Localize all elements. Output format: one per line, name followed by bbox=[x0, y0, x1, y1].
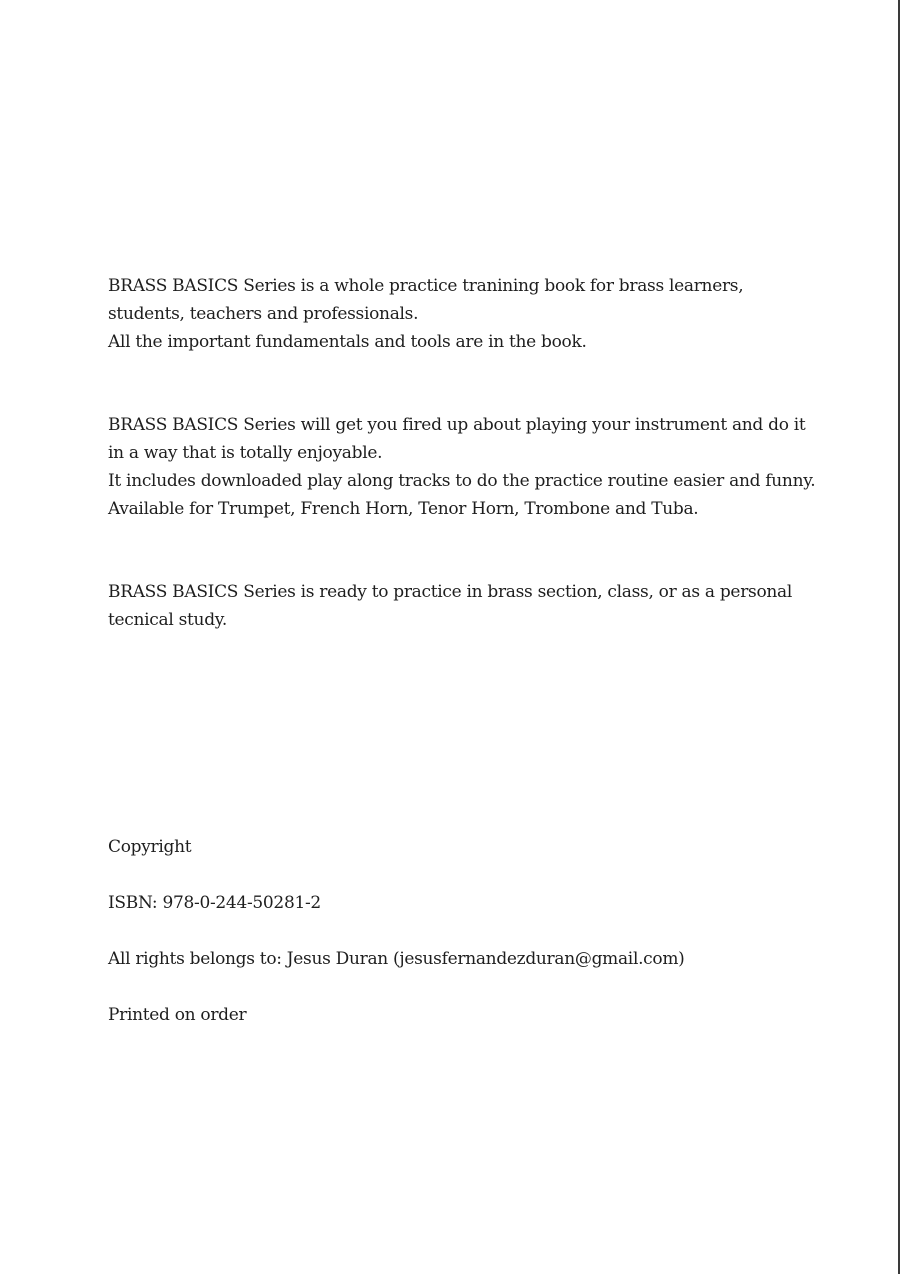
copyright-heading: Copyright bbox=[108, 837, 192, 857]
intro-paragraph-1-line-3: All the important fundamentals and tools are in the book. bbox=[108, 332, 587, 352]
intro-paragraph-1-line-1: BRASS BASICS Series is a whole practice tranining book for brass learners, bbox=[108, 276, 744, 296]
copyright-section bbox=[108, 833, 808, 1057]
intro-paragraph-3-line-1: BRASS BASICS Series is ready to practice in brass section, class, or as a personal bbox=[108, 582, 792, 602]
intro-paragraph-1-line-2: students, teachers and professionals. bbox=[108, 304, 419, 324]
isbn-text: ISBN: 978-0-244-50281-2 bbox=[108, 893, 321, 913]
intro-paragraph-3-line-2: tecnical study. bbox=[108, 610, 227, 630]
intro-paragraph-3 bbox=[108, 578, 808, 634]
intro-paragraph-2 bbox=[108, 411, 816, 523]
rights-text: All rights belongs to: Jesus Duran (jesusfernandezduran@gmail.com) bbox=[108, 949, 685, 969]
intro-paragraph-2-line-3: It includes downloaded play along tracks to do the practice routine easier and funny. bbox=[108, 471, 816, 491]
description-section bbox=[108, 272, 816, 634]
printed-text: Printed on order bbox=[108, 1005, 247, 1025]
intro-paragraph-2-line-2: in a way that is totally enjoyable. bbox=[108, 443, 383, 463]
intro-paragraph-1 bbox=[108, 272, 808, 356]
intro-paragraph-2-line-4: Available for Trumpet, French Horn, Tenor Horn, Trombone and Tuba. bbox=[108, 499, 699, 519]
intro-paragraph-2-line-1: BRASS BASICS Series will get you fired up about playing your instrument and do it bbox=[108, 415, 806, 435]
